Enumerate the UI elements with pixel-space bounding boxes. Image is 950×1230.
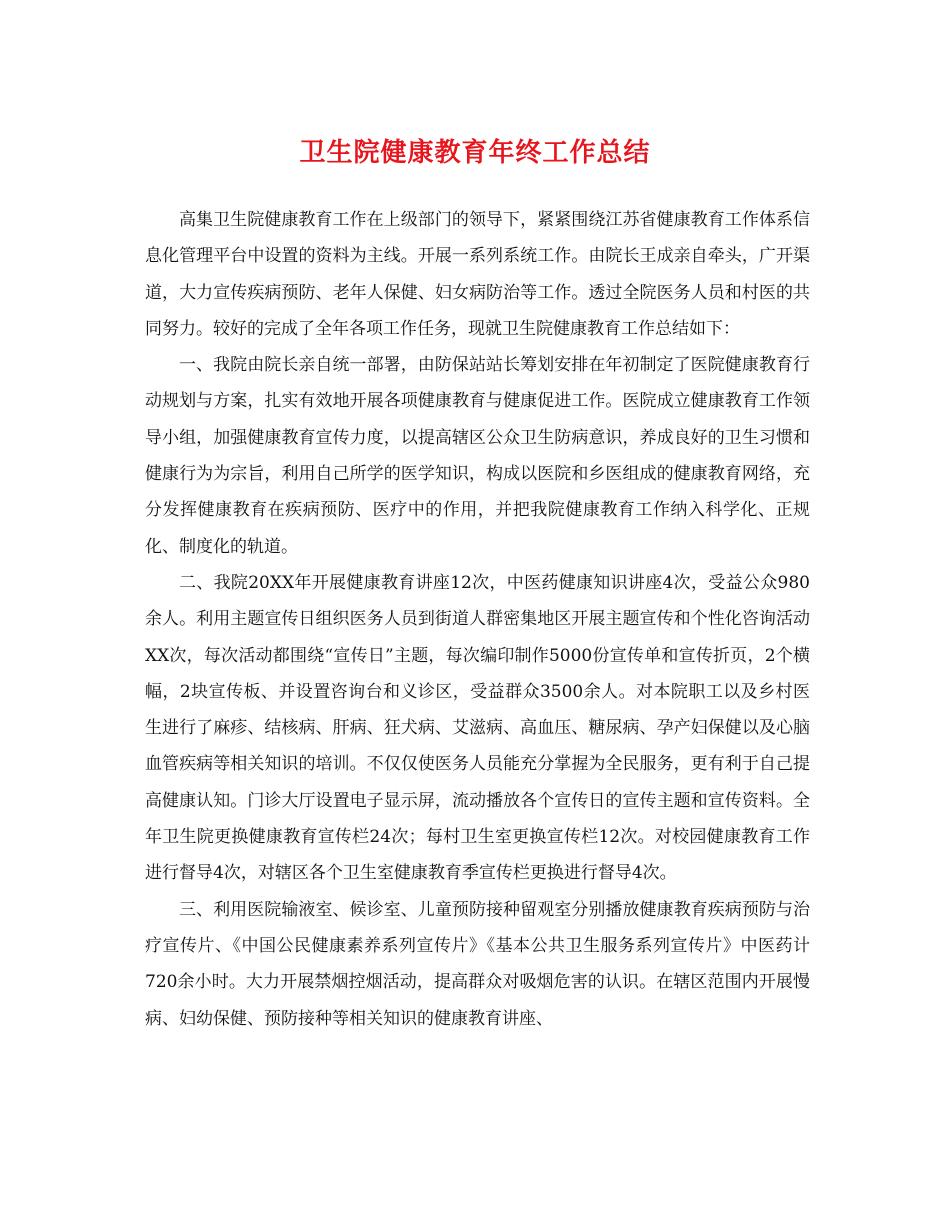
section-2-paragraph: 二、我院20XX年开展健康教育讲座12次，中医药健康知识讲座4次，受益公众980余人。利用主题宣传日组织医务人员到街道人群密集地区开展主题宣传和个性化咨询活动XX次，每次活动都围绕“宣传日”主题，每次编印制作5000份宣传单和宣传折页，2个横幅，2块宣传板、并设置咨询台和义诊区，受益群众3500余人。对本院职工以及乡村医生进行了麻疹、结核病、肝病、狂犬病、艾滋病、高血压、糖尿病、孕产妇保健以及心脑血管疾病等相关知识的培训。不仅仅使医务人员能充分掌握为全民服务，更有利于自己提高健康认知。门诊大厅设置电子显示屏，流动播放各个宣传日的宣传主题和宣传资料。全年卫生院更换健康教育宣传栏24次；每村卫生室更换宣传栏12次。对校园健康教育工作进行督导4次，对辖区各个卫生室健康教育季宣传栏更换进行督导4次。 (145, 572, 810, 884)
intro-paragraph: 高集卫生院健康教育工作在上级部门的领导下，紧紧围绕江苏省健康教育工作体系信息化管理平台中设置的资料为主线。开展一系列系统工作。由院长王成亲自牵头，广开渠道，大力宣传疾病预防、老年人保健、妇女病防治等工作。透过全院医务人员和村医的共同努力。较好的完成了全年各项工作任务，现就卫生院健康教育工作总结如下： (145, 210, 810, 339)
section-3-paragraph: 三、利用医院输液室、候诊室、儿童预防接种留观室分别播放健康教育疾病预防与治疗宣传片、《中国公民健康素养系列宣传片》《基本公共卫生服务系列宣传片》中医药计720余小时。大力开展禁烟控烟活动，提高群众对吸烟危害的认识。在辖区范围内开展慢病、妇幼保健、预防接种等相关知识的健康教育讲座、 (145, 899, 810, 1029)
section-1-paragraph: 一、我院由院长亲自统一部署，由防保站站长筹划安排在年初制定了医院健康教育行动规划与方案，扎实有效地开展各项健康教育与健康促进工作。医院成立健康教育工作领导小组，加强健康教育宣传力度，以提高辖区公众卫生防病意识，养成良好的卫生习惯和健康行为为宗旨，利用自己所学的医学知识，构成以医院和乡医组成的健康教育网络，充分发挥健康教育在疾病预防、医疗中的作用，并把我院健康教育工作纳入科学化、正规化、制度化的轨道。 (145, 355, 810, 557)
document-body (145, 202, 810, 1037)
document-title: 卫生院健康教育年终工作总结 (299, 138, 651, 168)
